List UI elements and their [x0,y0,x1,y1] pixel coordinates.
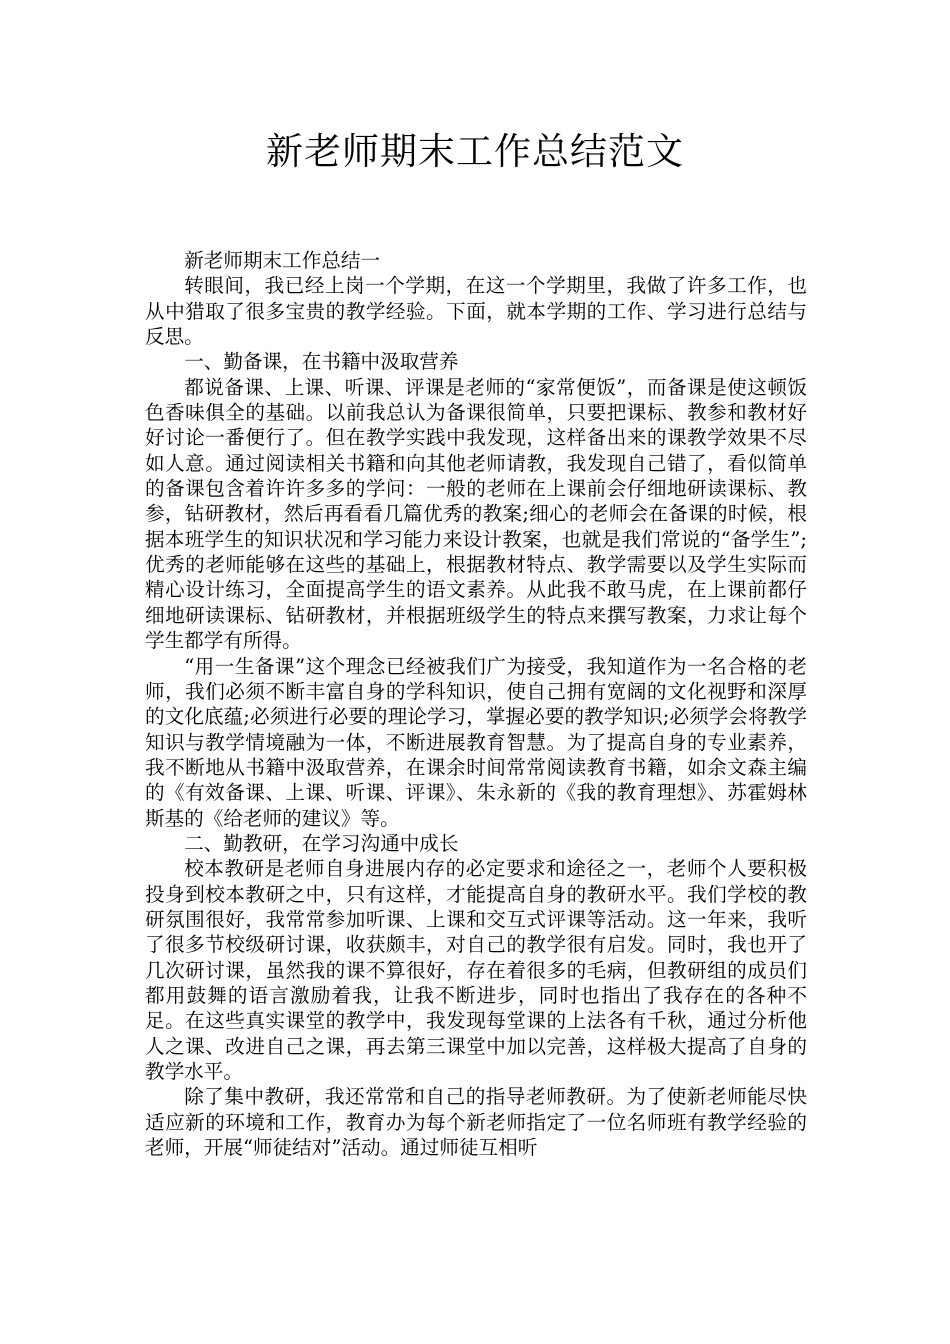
section-heading: 新老师期末工作总结一 [184,249,381,272]
paragraph: 都说备课、上课、听课、评课是老师的“家常便饭”，而备课是使这顿饭色香味俱全的基础。以前我总认为备课很简单，只要把课标、教参和教材好好讨论一番便行了。但在教学实践中我发现，这样备出来的课教学效果不尽如人意。通过阅读相关书籍和向其他老师请教，我发现自己错了，看似简单的备课包含着许许多多的学问：一般的老师在上课前会仔细地研读课标、教参，钻研教材，然后再看看几篇优秀的教案;细心的老师会在备课的时候，根据本班学生的知识状况和学习能力来设计教案，也就是我们常说的“备学生”;优秀的老师能够在这些的基础上，根据教材特点、教学需要以及学生实际而精心设计练习，全面提高学生的语文素养。从此我不敢马虎，在上课前都仔细地研读课标、钻研教材，并根据班级学生的特点来撰写教案，力求让每个学生都学有所得。 [145,375,807,653]
document-body [145,248,807,1160]
paragraph: 除了集中教研，我还常常和自己的指导老师教研。为了使新老师能尽快适应新的环境和工作，教育办为每个新老师指定了一位名师班有教学经验的老师，开展“师徒结对”活动。通过师徒互相听 [145,1085,807,1160]
section-heading: 二、勤教研，在学习沟通中成长 [184,831,459,855]
page-title: 新老师期末工作总结范文 [266,130,684,173]
paragraph: 转眼间，我已经上岗一个学期，在这一个学期里，我做了许多工作，也从中猎取了很多宝贵的教学经验。下面，就本学期的工作、学习进行总结与反思。 [145,274,807,349]
paragraph: “用一生备课”这个理念已经被我们广为接受，我知道作为一名合格的老师，我们必须不断丰富自身的学科知识，使自己拥有宽阔的文化视野和深厚的文化底蕴;必须进行必要的理论学习，掌握必要的教学知识;必须学会将教学知识与教学情境融为一体，不断进展教育智慧。为了提高自身的专业素养，我不断地从书籍中汲取营养，在课余时间常常阅读教育书籍，如余文森主编的《有效备课、上课、听课、评课》、朱永新的《我的教育理想》、苏霍姆林斯基的《给老师的建议》等。 [145,654,807,830]
section-heading: 一、勤备课，在书籍中汲取营养 [184,350,459,374]
paragraph: 校本教研是老师自身进展内存的必定要求和途径之一，老师个人要积极投身到校本教研之中，只有这样，才能提高自身的教研水平。我们学校的教研氛围很好，我常常参加听课、上课和交互式评课等活动。这一年来，我听了很多节校级研讨课，收获颇丰，对自己的教学很有启发。同时，我也开了几次研讨课，虽然我的课不算很好，存在着很多的毛病，但教研组的成员们都用鼓舞的语言激励着我，让我不断进步，同时也指出了我存在的各种不足。在这些真实课堂的教学中，我发现每堂课的上法各有千秋，通过分析他人之课、改进自己之课，再去第三课堂中加以完善，这样极大提高了自身的教学水平。 [145,857,807,1083]
